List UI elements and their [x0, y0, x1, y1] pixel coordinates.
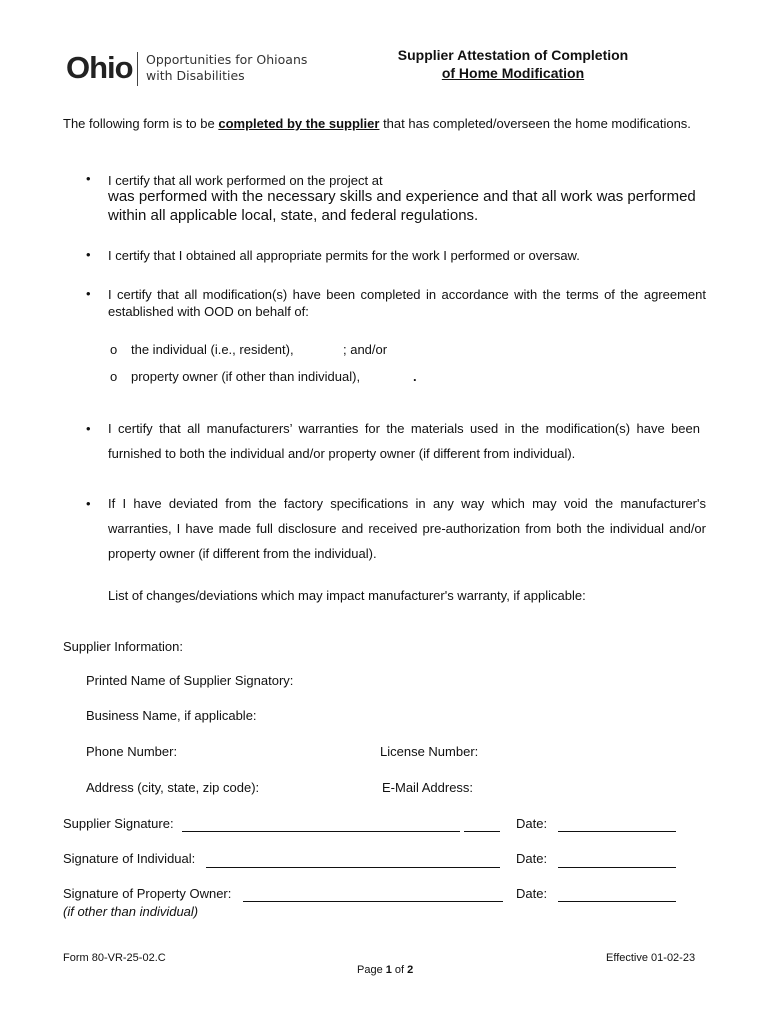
sub-1-text: the individual (i.e., resident),: [131, 342, 294, 357]
bullet-5-marker: •: [86, 496, 91, 511]
bullet-5-text: If I have deviated from the factory specifications in any way which may void the manufacturer's warranties, I have made full disclosure and received pre-authorization from both the individual and/or property owner (if different from the individual).: [108, 496, 706, 561]
page-number: 1: [385, 964, 392, 976]
individual-date-label: Date:: [516, 851, 548, 866]
owner-signature-note: (if other than individual): [63, 904, 199, 919]
bullet-1-line1: I certify that all work performed on the project at: [108, 173, 383, 188]
individual-signature-label: Signature of Individual:: [63, 851, 196, 866]
intro-after: that has completed/overseen the home modifications.: [379, 116, 691, 131]
title-line2: of Home Modification: [441, 65, 585, 81]
bullet-2-marker: •: [86, 247, 91, 262]
ohio-logo-wordmark: Ohio: [66, 50, 133, 85]
bullet-1-line2: was performed with the necessary skills and experience and that all work was performed within all applicable local, state, and federal regulations.: [108, 188, 696, 224]
supplier-signature-label: Supplier Signature:: [63, 816, 174, 831]
page-prefix: Page: [357, 964, 386, 976]
effective-date: Effective 01-02-23: [606, 952, 696, 964]
individual-signature-line[interactable]: [206, 867, 500, 868]
bullet-4-marker: •: [86, 421, 91, 436]
owner-signature-label: Signature of Property Owner:: [63, 886, 232, 901]
page-indicator: [357, 964, 413, 976]
supplier-date-line[interactable]: [558, 831, 676, 832]
page-of: of: [391, 964, 408, 976]
sub-1-marker: o: [110, 342, 118, 357]
bullet-5-list-label: List of changes/deviations which may impact manufacturer's warranty, if applicable:: [108, 588, 586, 603]
sub-1-suffix: ; and/or: [343, 342, 388, 357]
bullet-3-marker: •: [86, 286, 91, 301]
intro-before: The following form is to be: [63, 116, 219, 131]
bullet-3-text: I certify that all modification(s) have been completed in accordance with the terms of the agreement established with OOD on behalf of:: [108, 287, 706, 319]
phone-label: Phone Number:: [86, 744, 178, 759]
page-total: 2: [407, 964, 414, 976]
individual-date-line[interactable]: [558, 867, 676, 868]
intro-emphasis: completed by the supplier: [218, 116, 380, 131]
bullet-4-text: I certify that all manufacturers’ warranties for the materials used in the modification(s) have been furnished to both the individual and/or property owner (if different from individual).: [108, 421, 700, 461]
intro-paragraph: [63, 115, 706, 132]
logo-tagline-line2: with Disabilities: [146, 68, 245, 83]
document-title: [360, 46, 666, 82]
printed-name-label: Printed Name of Supplier Signatory:: [86, 673, 294, 688]
supplier-signature-line[interactable]: [182, 831, 460, 832]
email-label: E-Mail Address:: [382, 780, 474, 795]
supplier-info-heading: Supplier Information:: [63, 639, 183, 654]
business-name-label: Business Name, if applicable:: [86, 708, 257, 723]
form-number: Form 80-VR-25-02.C: [63, 952, 166, 964]
owner-date-line[interactable]: [558, 901, 676, 902]
logo-divider: [137, 52, 138, 86]
sub-2-text: property owner (if other than individual),: [131, 369, 361, 384]
bullet-2-text: I certify that I obtained all appropriate permits for the work I performed or oversaw.: [108, 248, 580, 263]
address-label: Address (city, state, zip code):: [86, 780, 260, 795]
logo-tagline-line1: Opportunities for Ohioans: [146, 52, 308, 67]
sub-2-suffix: .: [413, 369, 417, 384]
owner-signature-line[interactable]: [243, 901, 503, 902]
supplier-signature-line-tail: [464, 831, 500, 832]
license-label: License Number:: [380, 744, 479, 759]
supplier-date-label: Date:: [516, 816, 548, 831]
sub-2-marker: o: [110, 369, 118, 384]
logo-tagline: [146, 52, 307, 84]
bullet-1-marker: •: [86, 171, 91, 186]
title-line1: Supplier Attestation of Completion: [397, 47, 629, 63]
owner-date-label: Date:: [516, 886, 548, 901]
